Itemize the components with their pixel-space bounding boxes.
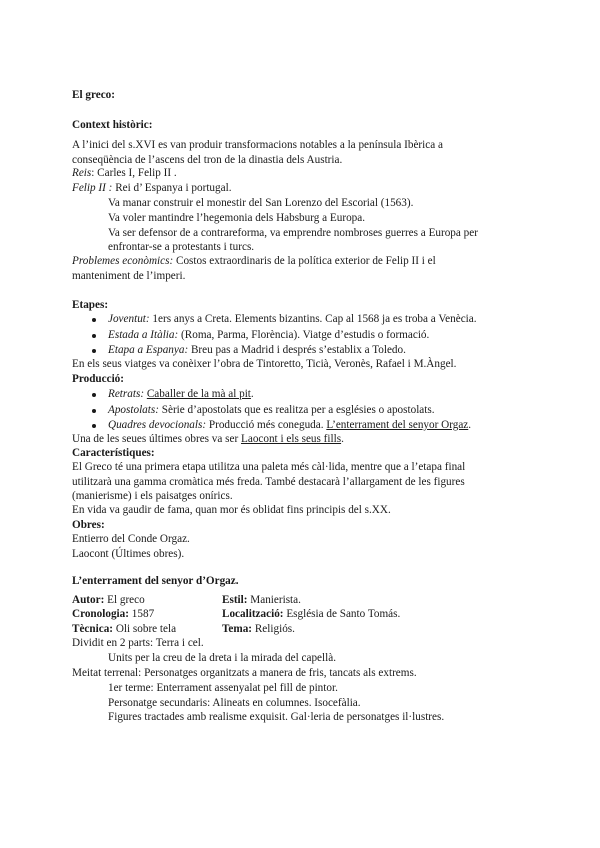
felip-line	[72, 181, 232, 197]
context-heading: Context històric:	[72, 119, 153, 131]
felip-label: Felip II :	[72, 182, 113, 194]
felip-item: Va ser defensor de a contrareforma, va emprendre nombroses guerres a Europa per	[108, 227, 478, 239]
artwork-link[interactable]: Caballer de la mà al pit	[146, 388, 251, 400]
bullet-icon	[92, 349, 96, 353]
bullet-icon	[92, 334, 96, 338]
enterrament-line: Units per la creu de la dreta i la mirada del capellà.	[108, 652, 336, 664]
enterrament-line: Figures tractades amb realisme exquisit. Gal·leria de personatges il·lustres.	[108, 711, 445, 723]
felip-item: Va voler mantindre l’hegemonia dels Habsburg a Europa.	[108, 212, 366, 224]
produccio-end: .	[468, 419, 472, 431]
etapa-text: Breu pas a Madrid i després s’establix a Toledo.	[188, 344, 406, 356]
tecnica-value: Oli sobre tela	[113, 623, 177, 635]
problemes-text: Costos extraordinaris de la política exterior de Felip II i el	[173, 255, 436, 267]
estil-label: Estil:	[222, 594, 248, 606]
reis-line	[72, 166, 177, 182]
felip-text: Rei d’ Espanya i portugal.	[112, 182, 232, 194]
produccio-label: Quadres devocionals:	[108, 419, 207, 431]
etapa-label: Joventut:	[108, 313, 150, 325]
cronologia-value: 1587	[128, 608, 155, 620]
obra-item: Laocont (Últimes obres).	[72, 548, 185, 560]
enterrament-line: Personatge secundaris: Alineats en columnes. Isocefàlia.	[108, 697, 361, 709]
etapes-heading-text: Etapes	[72, 299, 105, 311]
enterrament-line: Dividit en 2 parts: Terra i cel.	[72, 637, 204, 649]
problemes-label: Problemes econòmics:	[72, 255, 174, 267]
tema-value: Religiós.	[252, 623, 295, 635]
felip-item: Va manar construir el monestir del San Lorenzo del Escorial (1563).	[108, 197, 414, 209]
produccio-end: .	[250, 388, 254, 400]
produccio-last-prefix: Una de les seues últimes obres va ser	[72, 433, 242, 445]
autor-value: El greco	[104, 594, 145, 606]
obra-item: Entierro del Conde Orgaz.	[72, 533, 190, 545]
localitzacio-label: Localització:	[222, 608, 284, 620]
problemes-line-2: manteniment de l’imperi.	[72, 270, 186, 282]
enterrament-heading: L’enterrament del senyor d’Orgaz.	[72, 575, 239, 587]
context-intro-line-1: A l’inici del s.XVI es van produir transformacions notables a la península Ibèrica a	[72, 139, 443, 151]
bullet-icon	[92, 318, 96, 322]
etapa-label: Etapa a Espanya:	[108, 344, 189, 356]
cronologia-label: Cronologia:	[72, 608, 129, 620]
obres-heading-colon: :	[101, 519, 105, 531]
tema-field	[222, 622, 295, 638]
caracteristiques-heading: Característiques:	[72, 447, 155, 459]
caracteristiques-line: En vida va gaudir de fama, quan mor és oblidat fins principis del s.XX.	[72, 504, 391, 516]
localitzacio-field	[222, 607, 400, 623]
bullet-icon	[92, 424, 96, 428]
localitzacio-value: Església de Santo Tomás.	[283, 608, 401, 620]
produccio-text: Sèrie d’apostolats que es realitza per a esglésies o apostolats.	[158, 404, 435, 416]
etapes-heading	[72, 298, 108, 314]
doc-title: El greco:	[72, 89, 115, 101]
produccio-label: Retrats:	[108, 388, 145, 400]
produccio-item	[108, 403, 435, 419]
etapes-heading-colon: :	[104, 299, 109, 311]
caracteristiques-line: El Greco té una primera etapa utilitza una paleta més càl·lida, mentre que a l’etapa final	[72, 461, 466, 473]
produccio-heading: Producció:	[72, 373, 124, 385]
autor-label: Autor:	[72, 594, 105, 606]
enterrament-line: Meitat terrenal: Personatges organitzats a manera de fris, tancats als extrems.	[72, 667, 417, 679]
etapes-after: En els seus viatges va conèixer l’obra de Tintoretto, Ticià, Veronès, Rafael i M.Àngel.	[72, 358, 457, 370]
caracteristiques-line: (manierisme) i els paisatges onírics.	[72, 490, 233, 502]
tecnica-label: Tècnica:	[72, 623, 114, 635]
reis-text: : Carles I, Felip II .	[91, 167, 177, 179]
caracteristiques-line: utilitzarà una gamma cromàtica més freda. També destacarà l’allargament de les figures	[72, 476, 465, 488]
cronologia-field	[72, 607, 154, 623]
tema-label: Tema:	[222, 623, 253, 635]
etapa-text: 1ers anys a Creta. Elements bizantins. Cap al 1568 ja es troba a Venècia.	[149, 313, 477, 325]
etapa-item	[108, 312, 477, 328]
produccio-text: Producció més coneguda.	[206, 419, 327, 431]
obres-heading-text: Obres	[72, 519, 102, 531]
bullet-icon	[92, 409, 96, 413]
etapa-item	[108, 328, 429, 344]
bullet-icon	[92, 393, 96, 397]
produccio-label: Apostolats:	[108, 404, 159, 416]
produccio-item	[108, 387, 254, 403]
enterrament-line: 1er terme: Enterrament assenyalat pel fill de pintor.	[108, 682, 338, 694]
problemes-line	[72, 254, 436, 270]
artwork-link[interactable]: L’enterrament del senyor Orgaz	[326, 419, 469, 431]
reis-label: Reis	[72, 167, 92, 179]
context-intro-line-2: conseqüència de l’ascens del tron de la dinastia dels Austria.	[72, 154, 343, 166]
produccio-last-end: .	[341, 433, 344, 445]
artwork-link[interactable]: Laocont i els seus fills	[241, 433, 342, 445]
etapa-text: (Roma, Parma, Florència). Viatge d’estudis o formació.	[178, 329, 430, 341]
etapa-label: Estada a Itàlia:	[108, 329, 179, 341]
felip-item: enfrontar-se a protestants i turcs.	[108, 241, 255, 253]
estil-value: Manierista.	[247, 594, 301, 606]
